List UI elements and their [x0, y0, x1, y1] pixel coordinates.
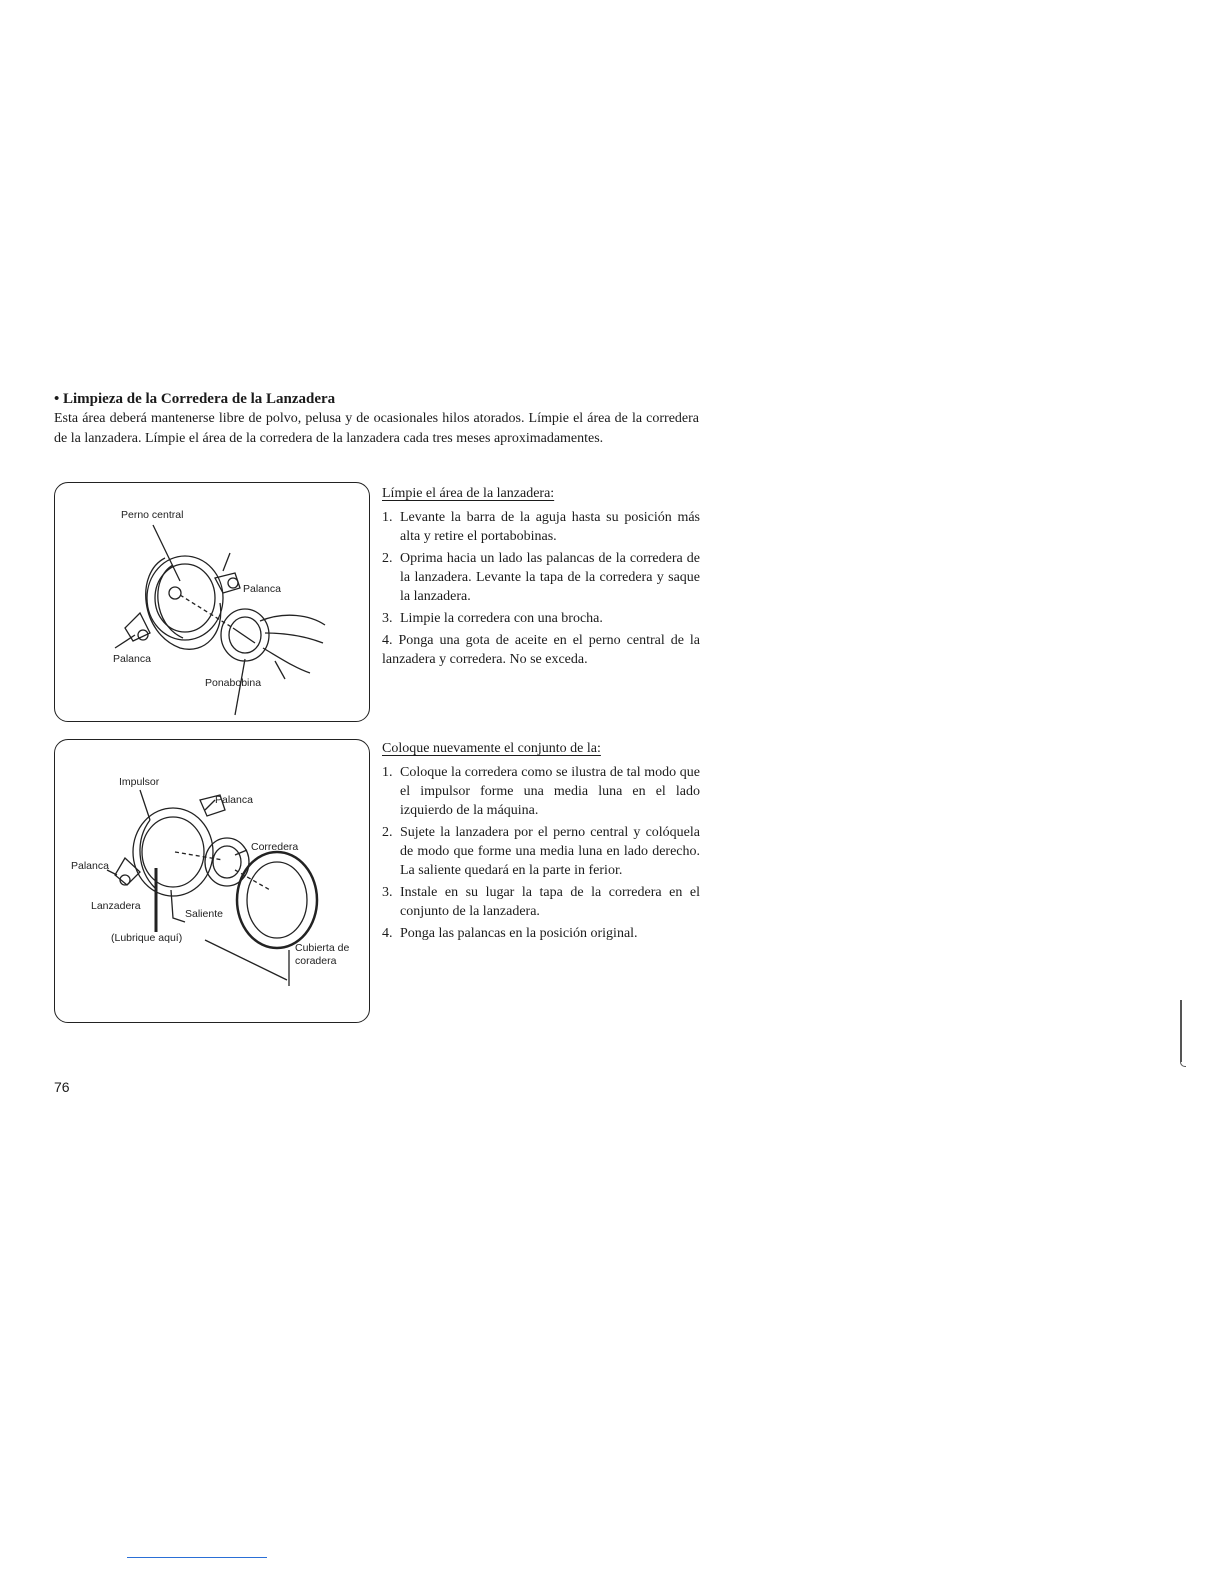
label-lanzadera: Lanzadera — [91, 900, 141, 912]
label-perno-central: Perno central — [121, 509, 184, 521]
cleaning-steps — [382, 484, 700, 672]
list-item: 2. Oprima hacia un lado las palancas de la corredera de la lanzadera. Levante la tapa de la corredera y saque la lanzadera. — [382, 551, 700, 604]
list-item: 3. Instale en su lugar la tapa de la corredera en el conjunto de la lanzadera. — [382, 885, 700, 919]
cleaning-steps-title: Límpie el área de la lanzadera: — [382, 486, 555, 501]
list-item: 4. Ponga las palancas en la posición original. — [382, 926, 638, 941]
label-lubrique: (Lubrique aquí) — [111, 932, 183, 944]
figure-shuttle-removal — [54, 482, 370, 722]
intro-paragraph: Esta área deberá mantenerse libre de polvo, pelusa y de ocasionales hilos atorados. Límpie el área de la corredera de la lanzadera. Límpie el área de la corredera de la lanzadera cada tres meses aproximadamentes. — [54, 411, 699, 446]
label-palanca-right: Palanca — [243, 583, 281, 595]
section-heading: • Limpieza de la Corredera de la Lanzadera — [54, 391, 336, 407]
label-palanca-left: Palanca — [71, 860, 109, 872]
label-palanca-top: Palanca — [215, 794, 253, 806]
label-cubierta: Cubierta de — [295, 942, 350, 954]
label-palanca-left: Palanca — [113, 653, 151, 665]
cleaning-steps-list — [382, 508, 700, 669]
label-saliente: Saliente — [185, 908, 223, 920]
list-item: 2. Sujete la lanzadera por el perno central y colóquela de modo que forme una media luna en lado derecho. La saliente quedará en la parte in ferior. — [382, 825, 700, 878]
label-corredera: Corredera — [251, 841, 299, 853]
list-item: 3. Limpie la corredera con una brocha. — [382, 611, 603, 626]
reassembly-steps-list — [382, 763, 700, 943]
shuttle-reassembly-illustration — [55, 740, 369, 1022]
bottom-rule — [127, 1557, 267, 1558]
figure-shuttle-reassembly — [54, 739, 370, 1023]
list-item: 1. Coloque la corredera como se ilustra de tal modo que el impulsor forme una media luna en el lado izquierdo de la máquina. — [382, 765, 700, 818]
label-impulsor: Impulsor — [119, 776, 160, 788]
list-item: 4. Ponga una gota de aceite en el perno central de la lanzadera y corredera. No se exceda. — [382, 633, 701, 667]
scan-edge-tail — [1180, 1058, 1186, 1067]
list-item: 1. Levante la barra de la aguja hasta su posición más alta y retire el portabobinas. — [382, 510, 700, 544]
scan-edge-mark — [1180, 1000, 1182, 1062]
page-number: 76 — [54, 1079, 70, 1095]
reassembly-steps — [382, 739, 700, 946]
label-coradera: coradera — [295, 955, 337, 967]
label-portabobina: Ponabobina — [205, 677, 262, 689]
reassembly-steps-title: Coloque nuevamente el conjunto de la: — [382, 741, 601, 756]
